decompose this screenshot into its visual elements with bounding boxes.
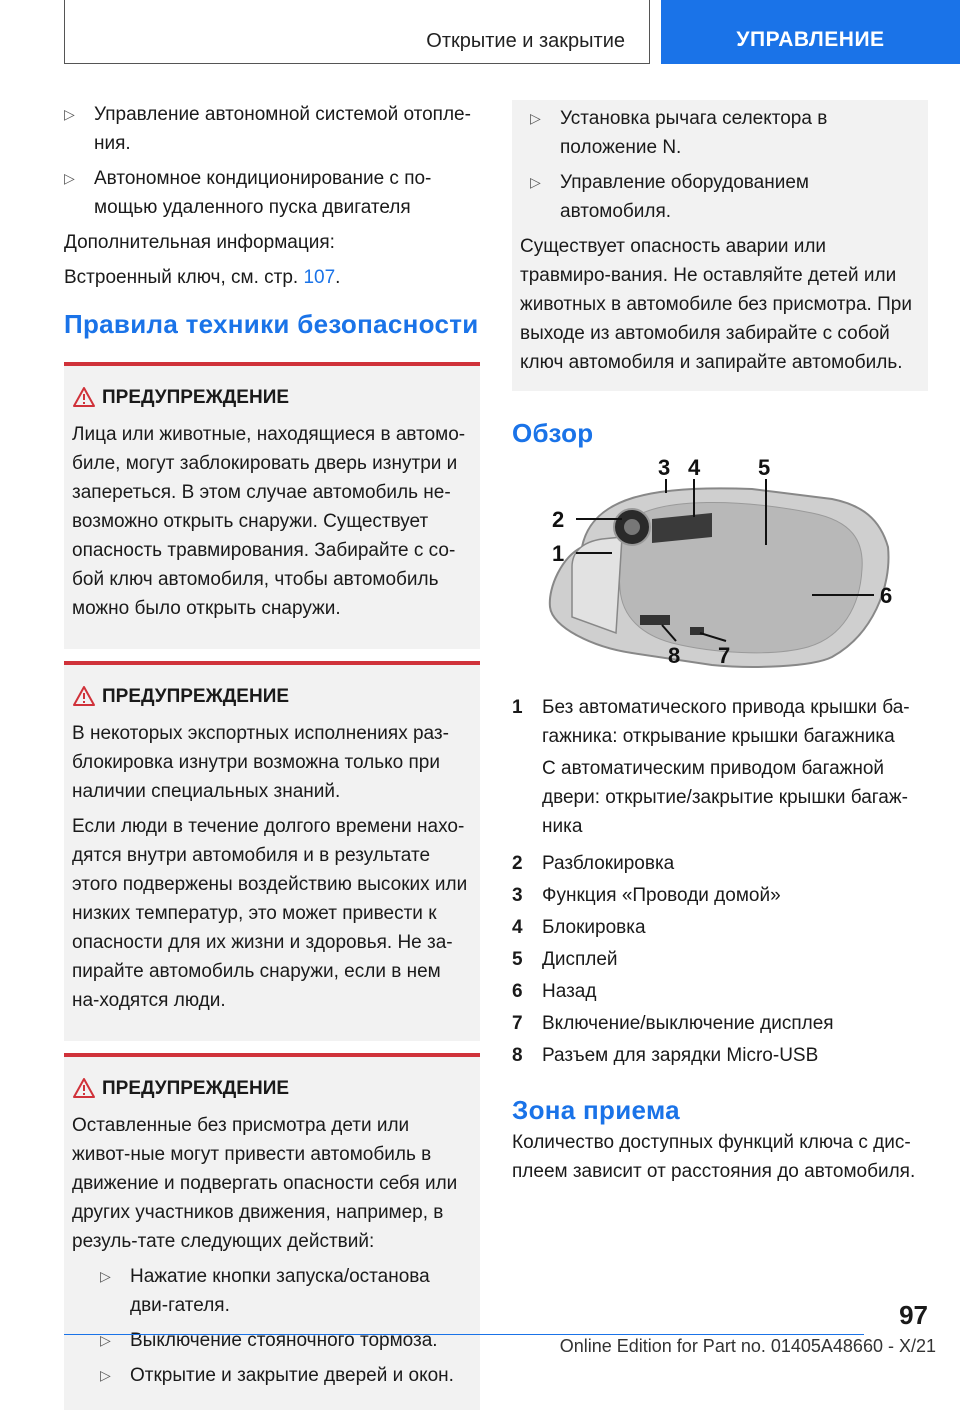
callout-2: 2	[552, 507, 565, 532]
builtin-key-ref: Встроенный ключ, см. стр. 107.	[64, 267, 341, 288]
list-item: ▷ Выключение стояночного тормоза.	[100, 1326, 472, 1355]
extra-info-label: Дополнительная информация:	[64, 232, 335, 253]
warning-box	[64, 362, 480, 649]
warning-text: В некоторых экспортных исполнениях раз-блокировка изнутри возможна только при наличии специальных знаний.	[72, 723, 449, 802]
callout-7: 7	[718, 643, 731, 668]
warning-triangle-icon	[72, 1077, 96, 1099]
chapter-tab[interactable]	[661, 0, 960, 64]
list-item-text: Автономное кондиционирование с по-мощью удаленного пуска двигателя	[94, 168, 432, 218]
legend-item: 6 Назад	[512, 981, 597, 1002]
header-frame	[64, 0, 650, 64]
list-item: ▷ Установка рычага селектора в положение N.	[530, 104, 918, 162]
section-title: Открытие и закрытие	[426, 30, 625, 52]
warning-title: ПРЕДУПРЕЖДЕНИЕ	[102, 1075, 472, 1103]
triangle-bullet-icon: ▷	[100, 1268, 111, 1284]
page-number: 97	[899, 1300, 928, 1330]
warning-title: ПРЕДУПРЕЖДЕНИЕ	[102, 683, 472, 711]
legend-item: 4 Блокировка	[512, 917, 646, 938]
warning-text: Оставленные без присмотра дети или живот-ные могут привести автомобиль в движение и подвергать опасности себя или других участников движения, например, в резуль-тате следующих действий:	[72, 1115, 458, 1252]
chapter-title: УПРАВЛЕНИЕ	[736, 28, 885, 51]
legend-list	[512, 693, 928, 1070]
callout-1: 1	[552, 541, 565, 566]
list-item: ▷ Открытие и закрытие дверей и окон.	[100, 1361, 472, 1390]
warning-title: ПРЕДУПРЕЖДЕНИЕ	[102, 384, 472, 412]
legend-item: 5 Дисплей	[512, 949, 618, 970]
callout-5: 5	[758, 455, 771, 480]
range-text: Количество доступных функций ключа с дис-плеем зависит от расстояния до автомобиля.	[512, 1132, 916, 1182]
legend-item: 3 Функция «Проводи домой»	[512, 885, 781, 906]
warning-triangle-icon	[72, 685, 96, 707]
note-box	[512, 100, 928, 391]
legend-item: 2 Разблокировка	[512, 853, 675, 874]
display-key-illustration	[512, 457, 928, 683]
safety-heading: Правила техники безопасности	[64, 309, 479, 339]
overview-heading: Обзор	[512, 418, 594, 448]
list-item-text: Управление автономной системой отопле-ния.	[94, 104, 471, 154]
triangle-bullet-icon: ▷	[100, 1367, 111, 1383]
list-item	[64, 164, 480, 222]
legend-item: С автоматическим приводом багажной двери: открытие/закрытие крышки багаж-ника	[542, 758, 908, 837]
callout-3: 3	[658, 455, 671, 480]
triangle-bullet-icon: ▷	[530, 110, 541, 126]
callout-4: 4	[688, 455, 701, 480]
list-item: ▷ Нажатие кнопки запуска/останова дви-гателя.	[100, 1262, 472, 1320]
triangle-bullet-icon: ▷	[100, 1332, 111, 1348]
callout-6: 6	[880, 583, 893, 608]
left-column	[64, 100, 480, 1410]
range-heading: Зона приема	[512, 1095, 680, 1125]
triangle-bullet-icon: ▷	[64, 170, 75, 186]
warning-text: Лица или животные, находящиеся в автомо-биле, могут заблокировать дверь изнутри и запереться. В этом случае автомобиль не-возможно открыть снаружи. Существует опасность травмирования. Забирайте с со-бой ключ автомобиля, чтобы автомобиль можно было открыть снаружи.	[72, 424, 466, 619]
footer-divider	[64, 1334, 864, 1335]
legend-item: 8 Разъем для зарядки Micro-USB	[512, 1045, 819, 1066]
legend-item: 1 Без автоматического привода крышки ба-гажника: открывание крышки багажника	[512, 697, 910, 747]
right-column	[512, 100, 928, 1186]
warning-text: Если люди в течение долгого времени нахо-дятся внутри автомобиля и в результате этого подвержены воздействию высоких или низких температур, это может привести к опасности для их жизни и здоровья. Не за-пирайте автомобиль снаружи, если в нем на-ходятся люди.	[72, 816, 468, 1011]
warning-triangle-icon	[72, 386, 96, 408]
legend-item: 7 Включение/выключение дисплея	[512, 1013, 834, 1034]
warning-box	[64, 1053, 480, 1410]
list-item	[64, 100, 480, 158]
edition-text: Online Edition for Part no. 01405A48660 - X/21	[559, 1336, 936, 1356]
page-link[interactable]: 107	[303, 267, 336, 288]
list-item: ▷ Управление оборудованием автомобиля.	[530, 168, 918, 226]
note-text: Существует опасность аварии или травмиро-вания. Не оставляйте детей или животных в автомобиле без присмотра. При выходе из автомобиля забирайте с собой ключ автомобиля и запирайте автомобиль.	[520, 236, 912, 373]
warning-box	[64, 661, 480, 1041]
triangle-bullet-icon: ▷	[64, 106, 75, 122]
triangle-bullet-icon: ▷	[530, 174, 541, 190]
callout-8: 8	[668, 643, 681, 668]
